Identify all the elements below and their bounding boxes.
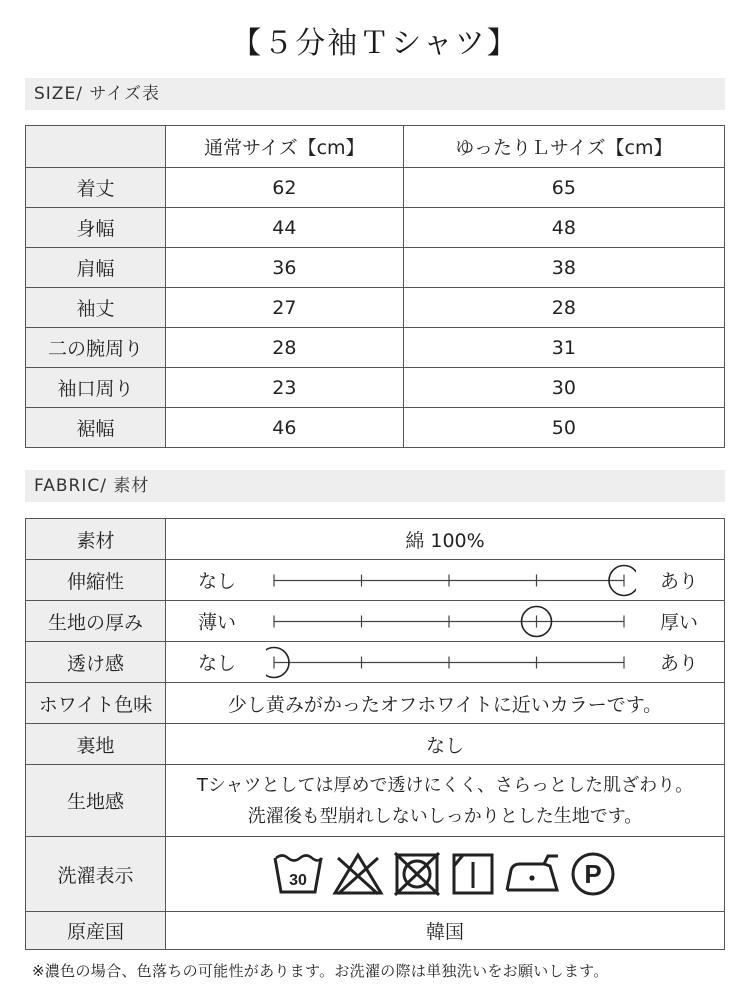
iron-low-icon [504,852,560,896]
row-label: 透け感 [26,642,166,683]
fabric-section-heading: FABRIC/ 素材 [25,470,725,502]
loose-value: 65 [403,168,724,208]
dry-clean-p-icon [568,850,618,898]
loose-value: 30 [403,368,724,408]
table-row [26,368,725,408]
scale-max-label: あり [659,652,698,675]
header-empty-cell [26,126,166,168]
row-label: 裏地 [26,724,166,765]
stretch-row [26,560,725,601]
regular-value: 28 [166,328,404,368]
thickness-scale [166,601,725,642]
sheerness-scale-bar [266,642,636,683]
scale-max-label: 厚い [659,611,698,634]
row-label: ホワイト色味 [26,683,166,724]
row-label: 伸縮性 [26,560,166,601]
lining-row [26,724,725,765]
stretch-scale-bar [266,560,636,601]
wash-temp-text: 30 [289,872,307,889]
table-row [26,288,725,328]
table-row [26,248,725,288]
size-section-heading: SIZE/ サイズ表 [25,78,725,110]
row-label: 生地の厚み [26,601,166,642]
dry-clean-letter: P [584,859,602,889]
origin-value: 韓国 [166,912,725,950]
row-label: 身幅 [26,208,166,248]
feel-description [166,765,725,837]
wash-30-icon [272,852,324,896]
row-label: 洗濯表示 [26,837,166,912]
scale-max-label: あり [659,570,698,593]
sheerness-row [26,642,725,683]
row-label: 裾幅 [26,408,166,448]
footnote: ※濃色の場合、色落ちの可能性があります。お洗濯の際は単独洗いをお願いします。 [32,962,609,980]
size-table-header [26,126,725,168]
feel-line-2: 洗濯後も型崩れしないしっかりとした生地です。 [247,805,643,827]
column-regular: 通常サイズ【cm】 [166,126,404,168]
table-row [26,328,725,368]
line-dry-shade-icon [450,852,496,896]
table-row [26,408,725,448]
stretch-scale [166,560,725,601]
regular-value: 23 [166,368,404,408]
page-title: 【５分袖Ｔシャツ】 [231,26,519,61]
table-row [26,208,725,248]
loose-value: 31 [403,328,724,368]
regular-value: 36 [166,248,404,288]
row-label: 着丈 [26,168,166,208]
regular-value: 44 [166,208,404,248]
scale-min-label: なし [198,652,237,675]
thickness-row [26,601,725,642]
loose-value: 28 [403,288,724,328]
fabric-table [25,518,725,950]
material-row [26,519,725,560]
origin-row [26,912,725,950]
row-label: 肩幅 [26,248,166,288]
care-row [26,837,725,912]
scale-min-label: なし [198,570,237,593]
regular-value: 62 [166,168,404,208]
sheerness-scale [166,642,725,683]
row-label: 素材 [26,519,166,560]
lining-value: なし [166,724,725,765]
no-tumble-dry-icon [392,852,442,896]
row-label: 二の腕周り [26,328,166,368]
feel-line-1: Tシャツとしては厚めで透けにくく、さらっとした肌ざわり。 [196,774,694,796]
table-row [26,168,725,208]
color-tone-value: 少し黄みがかったオフホワイトに近いカラーです。 [166,683,725,724]
no-bleach-icon [332,852,384,896]
loose-value: 38 [403,248,724,288]
feel-row [26,765,725,837]
loose-value: 50 [403,408,724,448]
care-symbols [166,837,725,912]
thickness-scale-bar [266,601,636,642]
row-label: 袖丈 [26,288,166,328]
material-value: 綿 100% [166,519,725,560]
row-label: 原産国 [26,912,166,950]
color-tone-row [26,683,725,724]
column-loose: ゆったりＬサイズ【cm】 [403,126,724,168]
row-label: 袖口周り [26,368,166,408]
loose-value: 48 [403,208,724,248]
regular-value: 27 [166,288,404,328]
regular-value: 46 [166,408,404,448]
row-label: 生地感 [26,765,166,837]
size-table [25,125,725,448]
scale-min-label: 薄い [198,611,237,634]
